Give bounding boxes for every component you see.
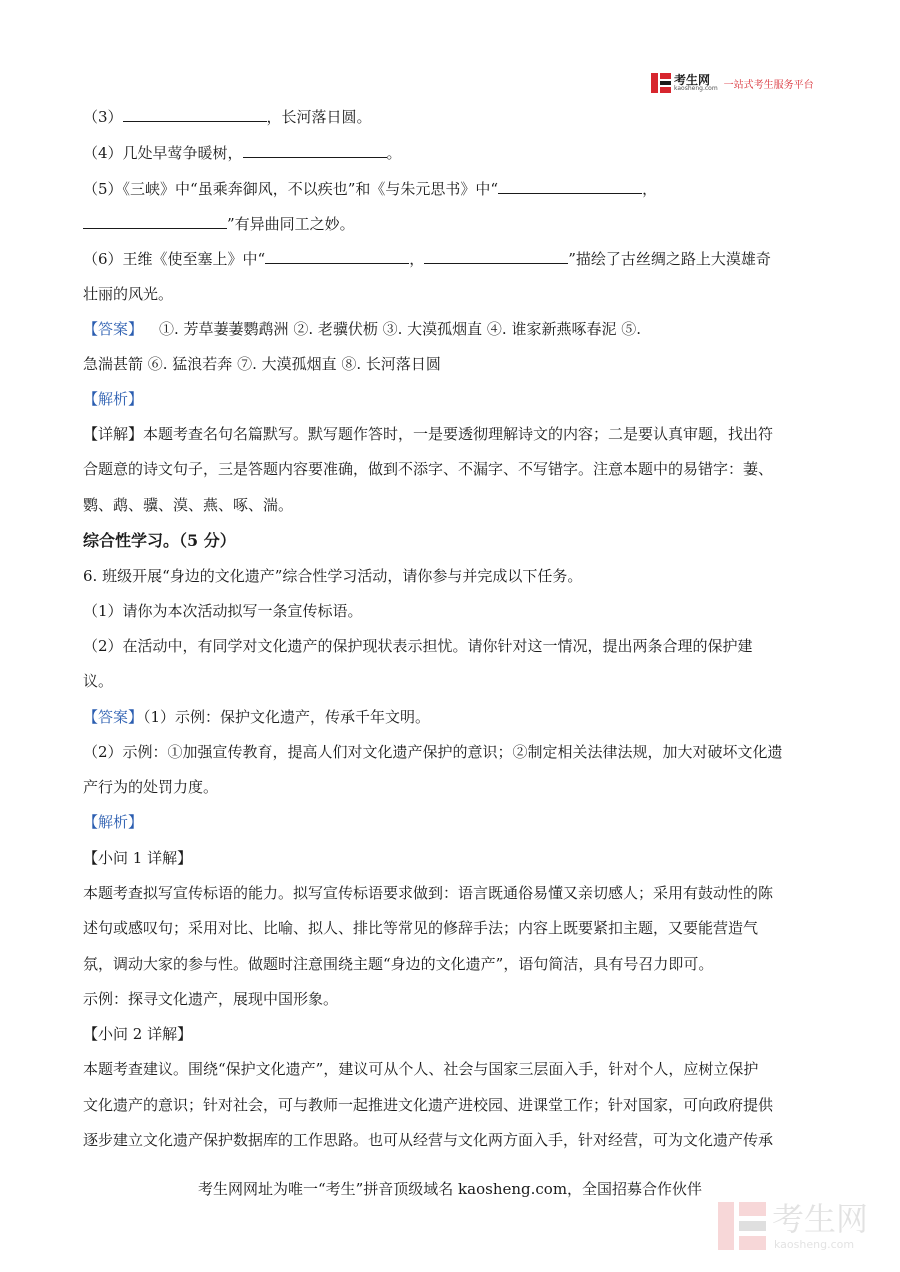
sub-question-1-example: 示例：探寻文化遗产，展现中国形象。 — [83, 990, 339, 1008]
watermark-domain: kaosheng.com — [774, 1238, 855, 1251]
answer-blank — [123, 106, 267, 122]
question-4: （4）几处早莺争暖树， 。 — [83, 144, 402, 162]
question-3: （3） ，长河落日圆。 — [83, 108, 372, 126]
sub-question-2-text: 本题考查建议。围绕“保护文化遗产”，建议可从个人、社会与国家三层面入手，针对个人，应树立保护 — [83, 1060, 759, 1078]
answer-blank — [424, 248, 568, 264]
sub-question-2-text: 逐步建立文化遗产保护数据库的工作思路。也可从经营与文化两方面入手，针对经营，可为文化遗产传承 — [83, 1131, 774, 1149]
detail-text: 鹦、鹉、骥、漠、燕、啄、湍。 — [83, 496, 294, 514]
question-5-cont: ”有异曲同工之妙。 — [83, 213, 355, 234]
question-6-stem: 6. 班级开展“身边的文化遗产”综合性学习活动，请你参与并完成以下任务。 — [83, 567, 583, 585]
answer-line-cont: 急湍甚箭 ⑥. 猛浪若奔 ⑦. 大漠孤烟直 ⑧. 长河落日圆 — [83, 355, 441, 373]
detail-text: 合题意的诗文句子，三是答题内容要准确，做到不添字、不漏字、不写错字。注意本题中的易错字：萋、 — [83, 460, 774, 478]
sub-question-2-title: 【小问 2 详解】 — [83, 1025, 193, 1043]
answer-6-part-2-cont: 产行为的处罚力度。 — [83, 778, 219, 796]
sub-question-1-text: 述句或感叹句；采用对比、比喻、拟人、排比等常见的修辞手法；内容上既要紧扣主题，又要能营造气 — [83, 919, 759, 937]
sub-question-2-text: 文化遗产的意识；针对社会，可与教师一起推进文化遗产进校园、进课堂工作；针对国家，可向政府提供 — [83, 1096, 774, 1114]
detail-text: 【详解】本题考查名句名篇默写。默写题作答时，一是要透彻理解诗文的内容；二是要认真审题，找出符 — [83, 425, 774, 443]
question-6: （6）王维《使至塞上》中“ ， ”描绘了古丝绸之路上大漠雄奇 — [83, 250, 771, 268]
kaosheng-logo-icon — [651, 73, 671, 93]
logo-name: 考生网 — [674, 73, 711, 87]
question-6-cont: 壮丽的风光。 — [83, 285, 174, 303]
sub-question-1-text: 氛，调动大家的参与性。做题时注意围绕主题“身边的文化遗产”，语句简洁，具有号召力即可。 — [83, 955, 714, 973]
watermark — [718, 1198, 878, 1254]
answer-line: 【答案】 ①. 芳草萋萋鹦鹉洲 ②. 老骥伏枥 ③. 大漠孤烟直 ④. 谁家新燕啄春泥 ⑤. — [83, 320, 642, 338]
watermark-logo-icon — [718, 1202, 766, 1250]
answer-tag: 【答案】 — [83, 708, 144, 726]
analysis-tag: 【解析】 — [83, 813, 144, 831]
question-6-part-1: （1）请你为本次活动拟写一条宣传标语。 — [83, 602, 363, 620]
logo-slogan: 一站式考生服务平台 — [723, 79, 814, 91]
sub-question-1-title: 【小问 1 详解】 — [83, 849, 193, 867]
sub-question-1-text: 本题考查拟写宣传标语的能力。拟写宣传标语要求做到：语言既通俗易懂又亲切感人；采用有鼓动性的陈 — [83, 884, 774, 902]
logo-domain: kaosheng.com — [674, 85, 718, 92]
answer-6-part-2: （2）示例：①加强宣传教育，提高人们对文化遗产保护的意识；②制定相关法律法规，加大对破坏文化遗 — [83, 743, 783, 761]
answer-blank — [243, 142, 387, 158]
answer-tag: 【答案】 — [83, 320, 144, 338]
watermark-name: 考生网 — [772, 1200, 869, 1238]
section-title: 综合性学习。（5 分） — [83, 531, 236, 550]
analysis-tag: 【解析】 — [83, 390, 144, 408]
page-footer: 考生网网址为唯一“考生”拼音顶级域名 kaosheng.com，全国招募合作伙伴 — [197, 1180, 703, 1198]
answer-blank — [265, 248, 409, 264]
header-logo — [651, 72, 814, 94]
answer-6: 【答案】（1）示例：保护文化遗产，传承千年文明。 — [83, 708, 431, 726]
question-6-part-2: （2）在活动中，有同学对文化遗产的保护现状表示担忧。请你针对这一情况，提出两条合理的保护建 — [83, 637, 753, 655]
answer-blank — [83, 213, 227, 229]
question-5: （5）《三峡》中“虽乘奔御风，不以疾也”和《与朱元思书》中“ ， — [83, 180, 658, 198]
question-6-part-2-cont: 议。 — [83, 672, 114, 690]
answer-blank — [498, 178, 642, 194]
